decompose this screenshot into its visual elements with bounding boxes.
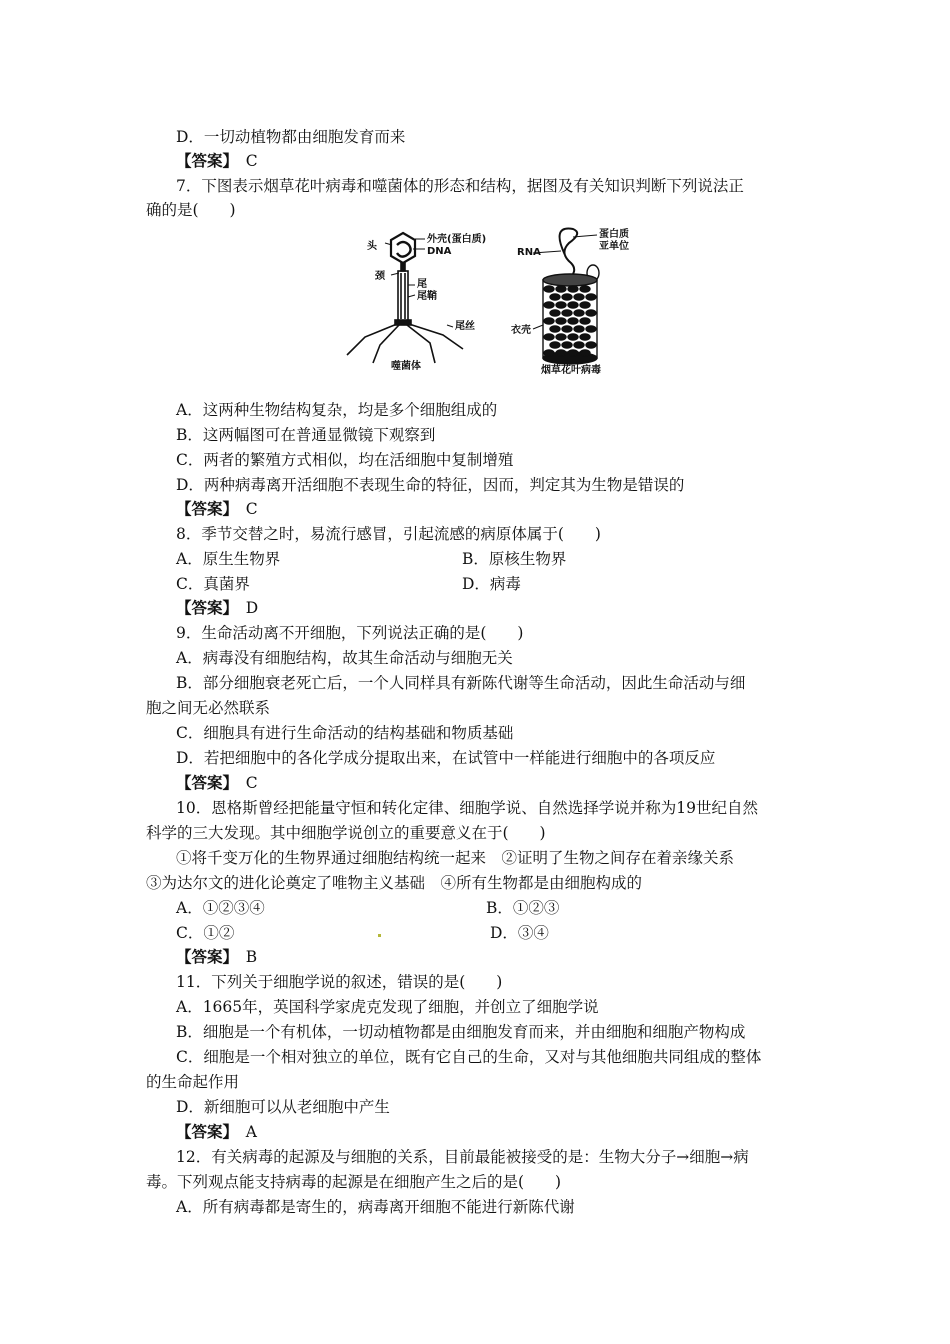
option-c: C．细胞是一个相对独立的单位，既有它自己的生命，又对与其他细胞共同组成的整体 (176, 1048, 762, 1066)
option-c: C．①② (176, 924, 235, 942)
question-stem-cont: 毒。下列观点能支持病毒的起源是在细胞产生之后的是( ) (146, 1173, 562, 1191)
option-a: A．1665年，英国科学家虎克发现了细胞，并创立了细胞学说 (176, 998, 599, 1016)
option-b: B．细胞是一个有机体，一切动植物都是由细胞发育而来，并由细胞和细胞产物构成 (176, 1023, 746, 1041)
option-b: B．这两幅图可在普通显微镜下观察到 (176, 426, 436, 444)
option-c: C．细胞具有进行生命活动的结构基础和物质基础 (176, 724, 514, 742)
label-neck: 颈 (375, 271, 385, 282)
label-head: 头 (367, 241, 377, 252)
label-sheath: 尾鞘 (417, 291, 437, 302)
answer-value: C (245, 774, 258, 792)
option-b: B．原核生物界 (462, 550, 567, 568)
option-d: D．若把细胞中的各化学成分提取出来，在试管中一样能进行细胞中的各项反应 (176, 749, 716, 767)
label-capsid: 衣壳 (511, 325, 531, 336)
label-tail: 尾 (417, 279, 427, 290)
answer-label: 【答案】 (176, 151, 231, 170)
option-c-cont: 的生命起作用 (146, 1073, 240, 1091)
option-c: C．真菌界 (176, 575, 250, 593)
answer-line (176, 499, 258, 519)
answer-value: B (245, 948, 258, 966)
label-tail-fiber: 尾丝 (455, 321, 475, 332)
option-c: C．两者的繁殖方式相似，均在活细胞中复制增殖 (176, 451, 514, 469)
option-d: D．病毒 (462, 575, 521, 593)
answer-value: A (245, 1123, 257, 1141)
answer-line (176, 598, 258, 618)
option-d: D．新细胞可以从老细胞中产生 (176, 1098, 390, 1116)
option-b: B．部分细胞衰老死亡后，一个人同样具有新陈代谢等生命活动，因此生命活动与细 (176, 674, 746, 692)
label-dna: DNA (427, 246, 452, 257)
answer-line (176, 151, 258, 171)
question-stem: 12．有关病毒的起源及与细胞的关系，目前最能被接受的是：生物大分子→细胞→病 (176, 1148, 749, 1166)
option-a: A．病毒没有细胞结构，故其生命活动与细胞无关 (176, 649, 513, 667)
option-b-cont: 胞之间无必然联系 (146, 699, 271, 717)
statement-items: ①将千变万化的生物界通过细胞结构统一起来 ②证明了生物之间存在着亲缘关系 (176, 849, 735, 867)
question-stem: 9．生命活动离不开细胞，下列说法正确的是( ) (176, 624, 524, 642)
question-stem: 10．恩格斯曾经把能量守恒和转化定律、细胞学说、自然选择学说并称为19世纪自然 (176, 799, 758, 817)
label-shell: 外壳(蛋白质) (427, 234, 487, 245)
option-a: A．①②③④ (176, 899, 265, 917)
answer-value: C (245, 152, 258, 170)
label-tmv: 烟草花叶病毒 (541, 365, 601, 375)
answer-line (176, 947, 257, 967)
option-a: A．这两种生物结构复杂，均是多个细胞组成的 (176, 401, 498, 419)
question-stem: 7．下图表示烟草花叶病毒和噬菌体的形态和结构，据图及有关知识判断下列说法正 (176, 177, 744, 195)
option-b: B．①②③ (486, 899, 560, 917)
answer-value: C (245, 500, 258, 518)
answer-label: 【答案】 (176, 773, 231, 792)
option-d: D．③④ (490, 924, 549, 942)
speck (378, 934, 381, 937)
answer-label: 【答案】 (176, 499, 231, 518)
label-protein: 蛋白质 (599, 229, 629, 240)
option-d: D．一切动植物都由细胞发育而来 (176, 128, 406, 146)
label-rna: RNA (517, 247, 541, 258)
label-subunit: 亚单位 (599, 241, 629, 252)
question-stem: 8．季节交替之时，易流行感冒，引起流感的病原体属于( ) (176, 525, 601, 543)
label-phage: 噬菌体 (391, 361, 421, 372)
answer-line (176, 1122, 257, 1142)
virus-diagram (335, 225, 635, 375)
answer-label: 【答案】 (176, 947, 231, 966)
option-a: A．原生生物界 (176, 550, 281, 568)
question-stem: 11．下列关于细胞学说的叙述，错误的是( ) (176, 973, 503, 991)
option-d: D．两种病毒离开活细胞不表现生命的特征，因而，判定其为生物是错误的 (176, 476, 685, 494)
answer-label: 【答案】 (176, 598, 231, 617)
statement-items-cont: ③为达尔文的进化论奠定了唯物主义基础 ④所有生物都是由细胞构成的 (146, 874, 643, 892)
answer-line (176, 773, 258, 793)
tmv-diagram (533, 229, 599, 364)
answer-label: 【答案】 (176, 1122, 231, 1141)
question-stem: 确的是( ) (146, 201, 236, 219)
option-a: A．所有病毒都是寄生的，病毒离开细胞不能进行新陈代谢 (176, 1198, 575, 1216)
answer-value: D (245, 599, 259, 617)
question-stem-cont: 科学的三大发现。其中细胞学说创立的重要意义在于( ) (146, 824, 546, 842)
virus-figure (335, 225, 635, 375)
